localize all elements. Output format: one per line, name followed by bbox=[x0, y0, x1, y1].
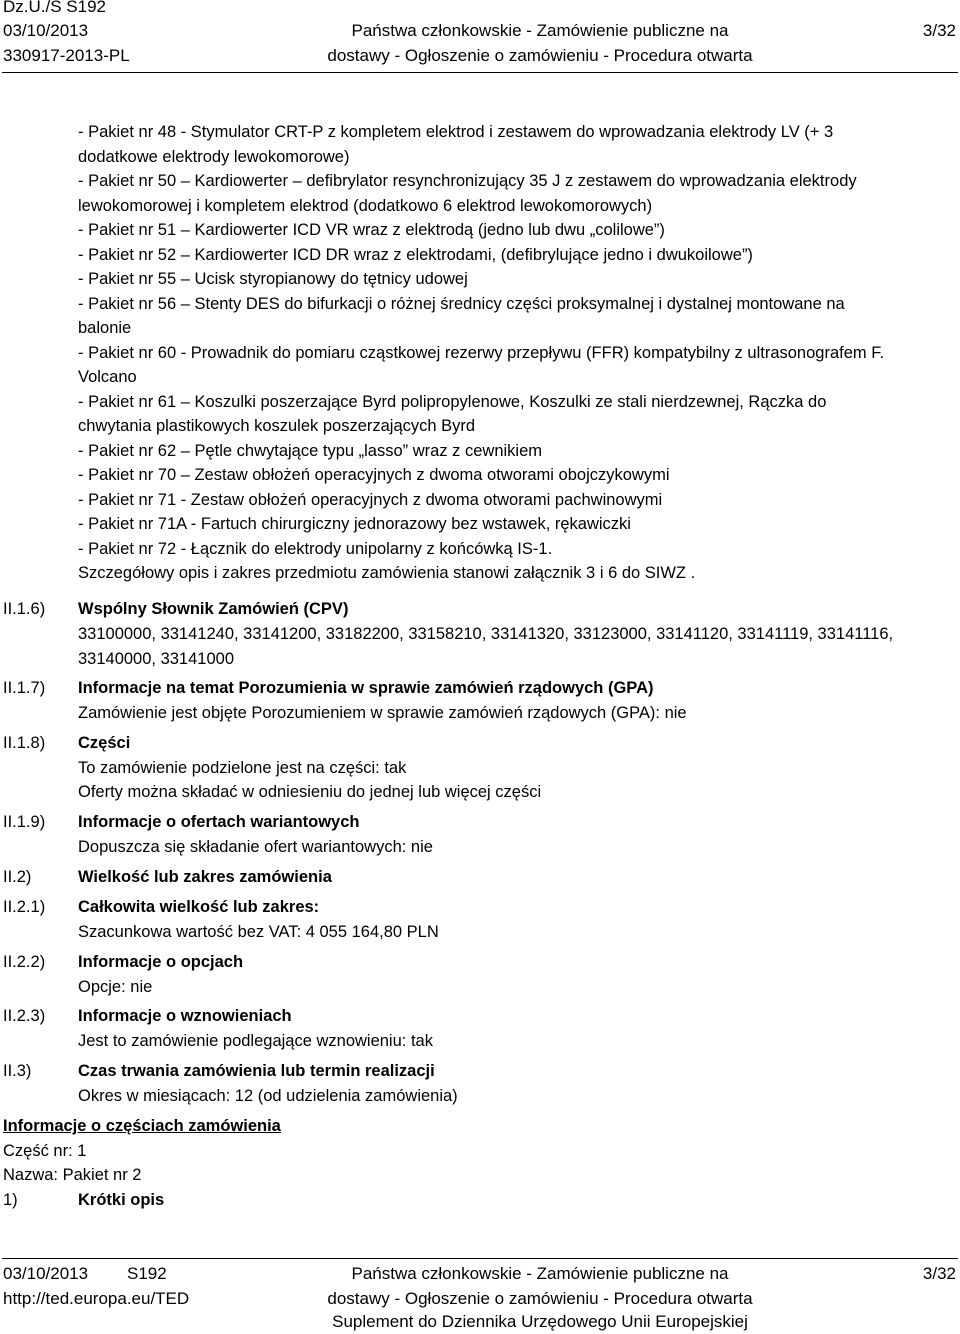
section-title-scope: Wielkość lub zakres zamówienia bbox=[78, 868, 332, 886]
footer-url-link[interactable]: http://ted.europa.eu/TED bbox=[3, 1289, 190, 1308]
lot-name: Nazwa: Pakiet nr 2 bbox=[3, 1166, 142, 1184]
section-title-cpv: Wspólny Słownik Zamówień (CPV) bbox=[78, 600, 349, 618]
package-line: balonie bbox=[78, 319, 132, 337]
section-number-ii-2-1: II.2.1) bbox=[3, 898, 46, 916]
section-title-options: Informacje o opcjach bbox=[78, 953, 244, 971]
header-rule bbox=[2, 72, 958, 73]
package-line: Szczegółowy opis i zakres przedmiotu zamówienia stanowi załącznik 3 i 6 do SIWZ . bbox=[78, 564, 696, 582]
section-number-ii-2-2: II.2.2) bbox=[3, 953, 46, 971]
header-title-line2: dostawy - Ogłoszenie o zamówieniu - Procedura otwarta bbox=[327, 46, 753, 65]
package-line: - Pakiet nr 61 – Koszulki poszerzające Byrd polipropylenowe, Koszulki ze stali nierdzewnej, Rączka do bbox=[78, 392, 827, 411]
footer-title-line1: Państwa członkowskie - Zamówienie publiczne na bbox=[351, 1264, 729, 1283]
package-line: - Pakiet nr 50 – Kardiowerter – defibrylator resynchronizujący 35 J z zestawem do wprowadzania elektrody bbox=[78, 172, 857, 190]
lot-item-title: Krótki opis bbox=[78, 1191, 165, 1209]
package-line: - Pakiet nr 71A - Fartuch chirurgiczny jednorazowy bez wstawek, rękawiczki bbox=[78, 515, 631, 533]
total-scope-value: Szacunkowa wartość bez VAT: 4 055 164,80 PLN bbox=[78, 923, 439, 941]
package-line: - Pakiet nr 51 – Kardiowerter ICD VR wraz z elektrodą (jedno lub dwu „colilowe”) bbox=[78, 221, 665, 239]
section-title-variants: Informacje o ofertach wariantowych bbox=[78, 813, 360, 831]
section-number-ii-1-7: II.1.7) bbox=[3, 679, 46, 697]
gpa-text: Zamówienie jest objęte Porozumieniem w sprawie zamówień rządowych (GPA): nie bbox=[78, 704, 687, 722]
lot-number: Część nr: 1 bbox=[3, 1142, 87, 1160]
package-line: dodatkowe elektrody lewokomorowe) bbox=[78, 147, 350, 166]
package-list bbox=[78, 120, 958, 586]
section-title-gpa: Informacje na temat Porozumienia w sprawie zamówień rządowych (GPA) bbox=[78, 679, 654, 697]
cpv-codes-line1: 33100000, 33141240, 33141200, 33182200, 33158210, 33141320, 33123000, 33141120, 33141119, 33141116, bbox=[78, 625, 894, 643]
package-line: - Pakiet nr 55 – Ucisk styropianowy do tętnicy udowej bbox=[78, 270, 468, 288]
footer-series: S192 bbox=[127, 1264, 167, 1283]
section-title-total-scope: Całkowita wielkość lub zakres: bbox=[78, 898, 320, 916]
package-line: - Pakiet nr 70 – Zestaw obłożeń operacyjnych z dwoma otworami obojczykowymi bbox=[78, 466, 670, 484]
parts-text-line2: Oferty można składać w odniesieniu do jednej lub więcej części bbox=[78, 783, 542, 801]
section-number-ii-2-3: II.2.3) bbox=[3, 1007, 46, 1025]
footer-page-number: 3/32 bbox=[922, 1264, 956, 1283]
header-ref: Dz.U./S S192 bbox=[3, 0, 106, 16]
parts-text-line1: To zamówienie podzielone jest na części: tak bbox=[78, 759, 407, 777]
renewals-text: Jest to zamówienie podlegające wznowieniu: tak bbox=[78, 1032, 433, 1050]
section-title-duration: Czas trwania zamówienia lub termin realizacji bbox=[78, 1062, 435, 1080]
lot-item-number: 1) bbox=[3, 1191, 18, 1209]
package-line: - Pakiet nr 72 - Łącznik do elektrody unipolarny z końcówką IS-1. bbox=[78, 539, 553, 558]
header-page-number: 3/32 bbox=[922, 21, 956, 40]
header-date: 03/10/2013 bbox=[3, 21, 89, 40]
cpv-codes-line2: 33140000, 33141000 bbox=[78, 650, 234, 668]
section-number-ii-1-6: II.1.6) bbox=[3, 600, 46, 618]
package-line: - Pakiet nr 48 - Stymulator CRT-P z kompletem elektrod i zestawem do wprowadzania elektrody LV (+ 3 bbox=[78, 123, 834, 141]
section-title-renewals: Informacje o wznowieniach bbox=[78, 1007, 292, 1025]
header-notice-id: 330917-2013-PL bbox=[3, 46, 130, 65]
package-line: - Pakiet nr 62 – Pętle chwytające typu „lasso” wraz z cewnikiem bbox=[78, 441, 543, 460]
footer-date: 03/10/2013 bbox=[3, 1264, 89, 1283]
section-number-ii-2: II.2) bbox=[3, 868, 32, 886]
header-title-line1: Państwa członkowskie - Zamówienie publiczne na bbox=[351, 21, 729, 40]
duration-text: Okres w miesiącach: 12 (od udzielenia zamówienia) bbox=[78, 1087, 458, 1105]
footer-rule bbox=[2, 1258, 958, 1259]
section-number-ii-1-8: II.1.8) bbox=[3, 734, 46, 752]
package-line: chwytania plastikowych koszulek poszerzających Byrd bbox=[78, 417, 476, 435]
footer-title-line2: dostawy - Ogłoszenie o zamówieniu - Procedura otwarta bbox=[327, 1289, 753, 1308]
section-title-parts: Części bbox=[78, 734, 131, 752]
package-line: lewokomorowej i kompletem elektrod (dodatkowo 6 elektrod lewokomorowych) bbox=[78, 196, 653, 215]
lots-heading: Informacje o częściach zamówienia bbox=[3, 1117, 281, 1135]
options-text: Opcje: nie bbox=[78, 978, 153, 996]
footer-title-line3: Suplement do Dziennika Urzędowego Unii Europejskiej bbox=[332, 1312, 748, 1331]
package-line: - Pakiet nr 56 – Stenty DES do bifurkacji o różnej średnicy części proksymalnej i dystalnej montowane na bbox=[78, 294, 845, 313]
variants-text: Dopuszcza się składanie ofert wariantowych: nie bbox=[78, 838, 433, 856]
package-line: Volcano bbox=[78, 368, 137, 386]
section-number-ii-3: II.3) bbox=[3, 1062, 32, 1080]
package-line: - Pakiet nr 71 - Zestaw obłożeń operacyjnych z dwoma otworami pachwinowymi bbox=[78, 490, 663, 509]
package-line: - Pakiet nr 52 – Kardiowerter ICD DR wraz z elektrodami, (defibrylujące jedno i dwukoilowe”) bbox=[78, 245, 753, 264]
section-number-ii-1-9: II.1.9) bbox=[3, 813, 46, 831]
package-line: - Pakiet nr 60 - Prowadnik do pomiaru cząstkowej rezerwy przepływu (FFR) kompatybilny z ultrasonografem F. bbox=[78, 343, 885, 362]
